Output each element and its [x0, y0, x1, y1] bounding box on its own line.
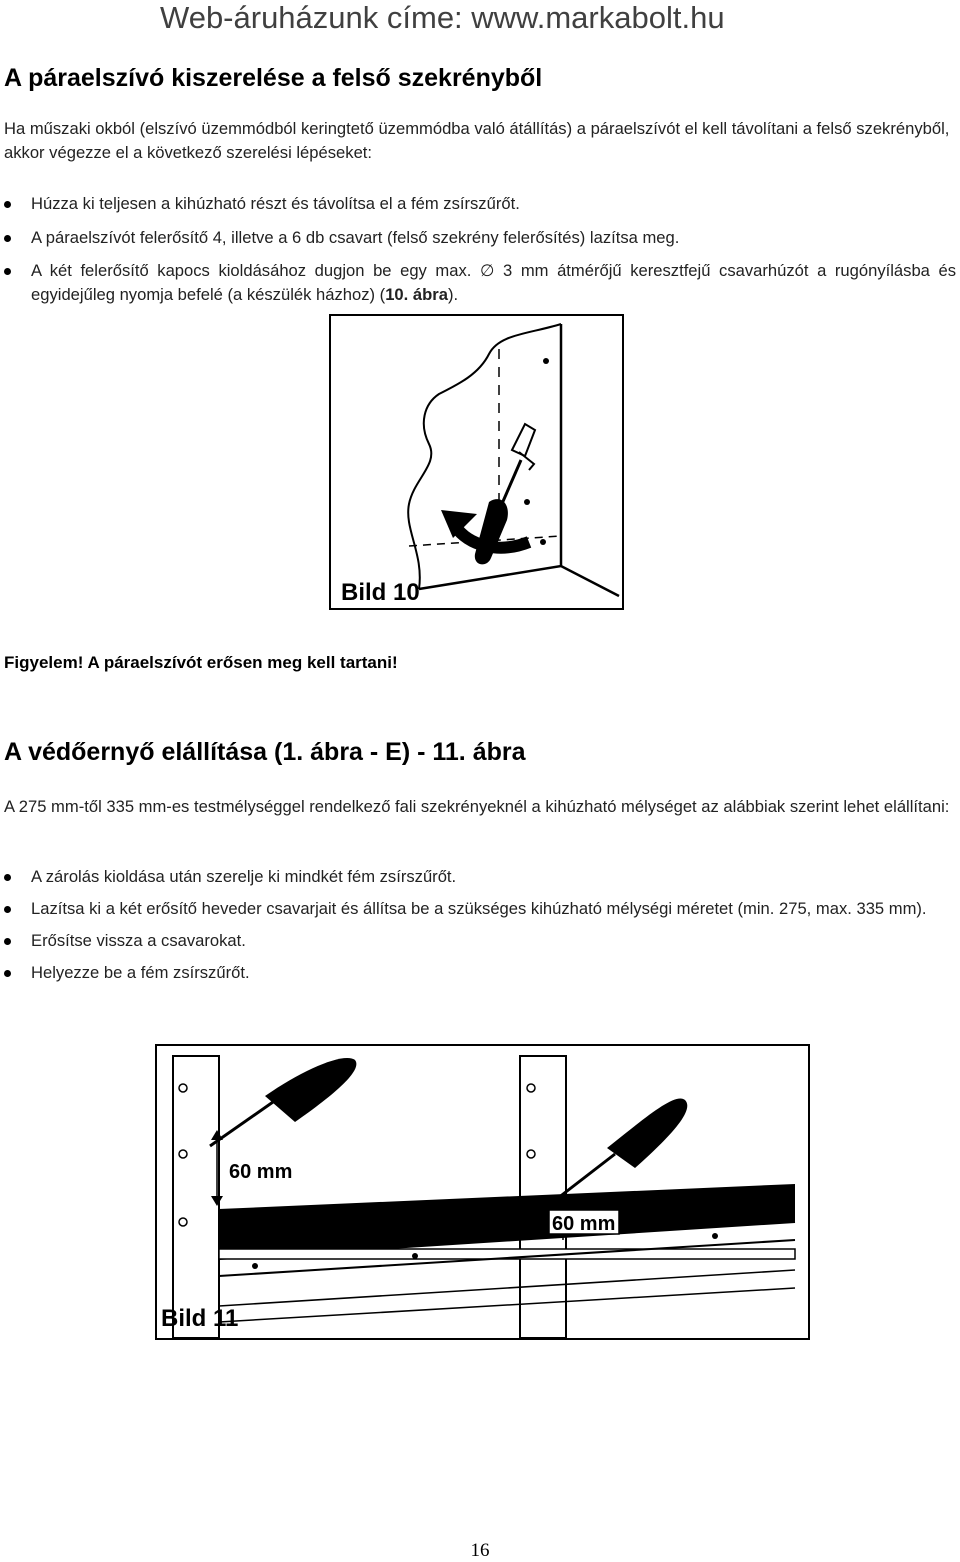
list-item — [0, 192, 956, 216]
section-title-removal: A páraelszívó kiszerelése a felső szekrényből — [4, 64, 543, 92]
step-text: A zárolás kioldása után szerelje ki mindkét fém zsírszűrőt. — [31, 867, 457, 886]
removal-intro: Ha műszaki okból (elszívó üzemmódból keringtető üzemmódba való átállítás) a páraelszívót el kell távolítani a felső szekrényből, akkor végezze el a következő szerelési lépéseket: — [4, 119, 950, 162]
bullet-icon — [4, 906, 11, 913]
bullet-icon — [4, 235, 11, 242]
adjust-steps — [0, 865, 956, 985]
figure-label: Bild 10 — [341, 579, 420, 606]
figure-reference: 10. ábra — [385, 285, 448, 304]
list-item — [0, 226, 956, 250]
step-text: Helyezze be a fém zsírszűrőt. — [31, 963, 250, 982]
list-item — [0, 259, 956, 307]
bullet-icon — [4, 268, 11, 275]
dimension-label-right: 60 mm — [552, 1213, 616, 1235]
step-text: Lazítsa ki a két erősítő heveder csavarjait és állítsa be a szükséges kihúzható mélységi méretet (min. 275, max. 335 mm). — [31, 899, 927, 918]
site-header: Web-áruházunk címe: www.markabolt.hu — [160, 0, 725, 35]
bullet-icon — [4, 970, 11, 977]
step-text: 3 mm átmérőjű keresztfejű csavarhúzót a rugónyílásba és egyidejűleg nyomja befelé (a készülék házhoz) ( — [31, 261, 957, 304]
section-title-adjust: A védőernyő elállítása (1. ábra - E) - 11. ábra — [4, 738, 526, 766]
step-text: Húzza ki teljesen a kihúzható részt és távolítsa el a fém zsírszűrőt. — [31, 194, 520, 213]
step-text: Erősítse vissza a csavarokat. — [31, 931, 246, 950]
dimension-label-left: 60 mm — [229, 1161, 293, 1183]
list-item — [0, 961, 956, 985]
step-text: A két felerősítő kapocs kioldásához dugjon be egy max. — [31, 261, 480, 280]
bullet-icon — [4, 201, 11, 208]
figure-10-screwdriver-clip — [329, 314, 624, 610]
step-text: ). — [447, 285, 459, 304]
warning-text: Figyelem! A páraelszívót erősen meg kell tartani! — [4, 653, 398, 672]
adjust-intro: A 275 mm-től 335 mm-es testmélységgel rendelkező fali szekrényeknél a kihúzható mélységet az alábbiak szerint lehet elállítani: — [4, 797, 950, 816]
list-item — [0, 865, 956, 889]
removal-steps — [0, 192, 956, 307]
list-item — [0, 897, 956, 921]
bullet-icon — [4, 938, 11, 945]
bullet-icon — [4, 874, 11, 881]
diameter-symbol: ∅ — [479, 261, 495, 280]
step-text: A páraelszívót felerősítő 4, illetve a 6 db csavart (felső szekrény felerősítés) lazítsa meg. — [31, 228, 680, 247]
figure-11-depth-adjustment — [155, 1044, 810, 1340]
figure-label: Bild 11 — [161, 1305, 239, 1332]
list-item — [0, 929, 956, 953]
page-number: 16 — [470, 1540, 490, 1561]
